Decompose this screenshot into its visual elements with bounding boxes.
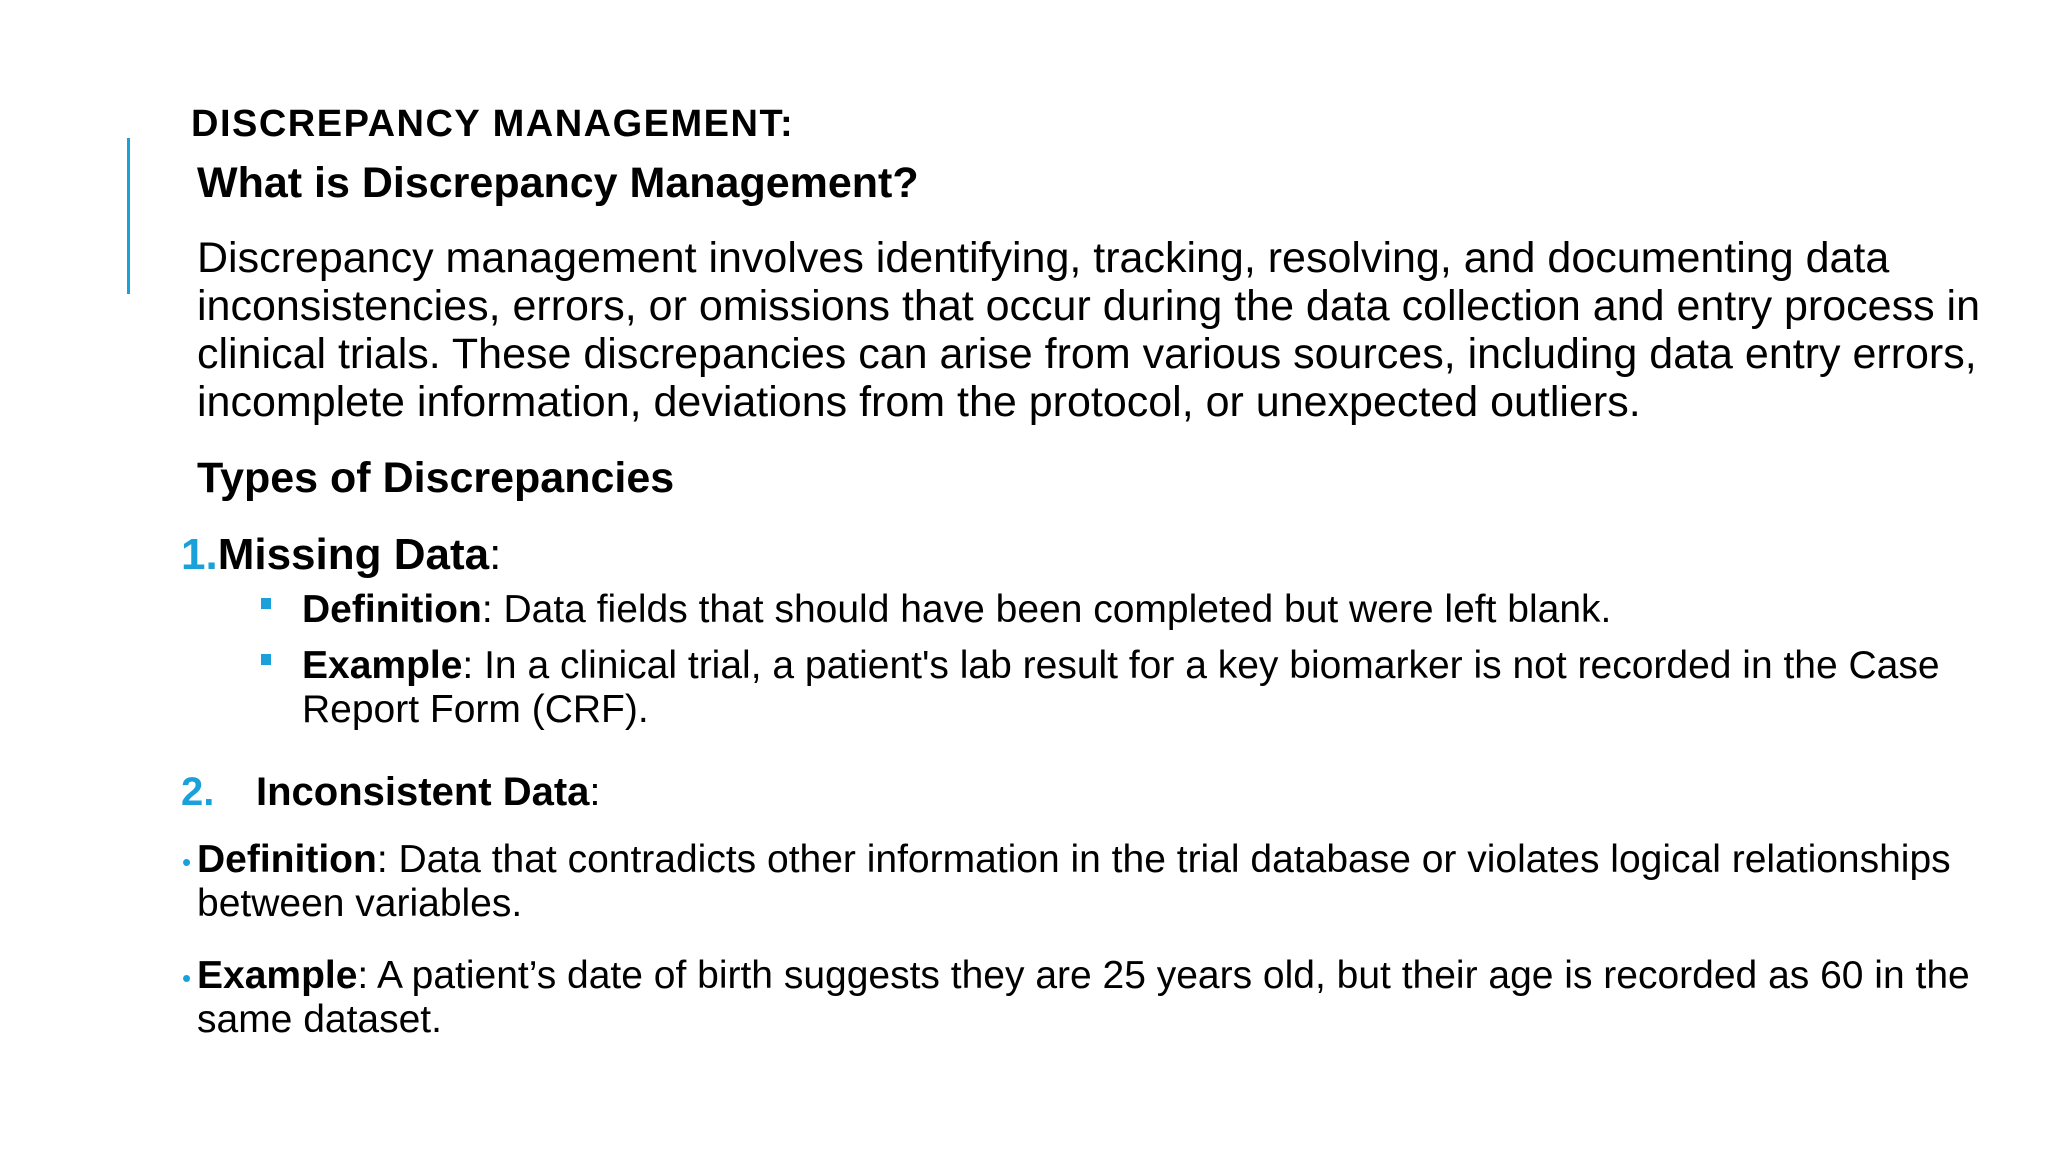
- list-item: [197, 838, 1997, 926]
- list-item-inconsistent-data: [181, 766, 601, 818]
- bullet-label: Definition: [197, 838, 377, 881]
- list-item-title: Missing Data: [217, 530, 490, 579]
- dot-bullet-icon: •: [182, 847, 192, 877]
- list-number: 2.: [181, 770, 215, 814]
- accent-bar: [127, 138, 130, 294]
- bullet-label: Example: [197, 954, 358, 997]
- bullet-text: : In a clinical trial, a patient's lab result for a key biomarker is not recorded in the Case Report Form (CRF).: [302, 644, 1940, 731]
- list-item-suffix: :: [489, 530, 502, 579]
- section-title-types: Types of Discrepancies: [197, 454, 675, 502]
- square-bullet-icon: [261, 654, 271, 665]
- bullet-label: Definition: [302, 588, 482, 631]
- bullet-text: : Data that contradicts other information in the trial database or violates logical relationships between variables.: [197, 838, 1951, 925]
- list-item-suffix: :: [589, 770, 601, 814]
- section-title-what: What is Discrepancy Management?: [197, 159, 919, 207]
- bullet-text: : A patient’s date of birth suggests they are 25 years old, but their age is recorded as 60 in the same dataset.: [197, 954, 1970, 1041]
- list-number: 1.: [181, 530, 218, 579]
- slide-heading: DISCREPANCY MANAGEMENT:: [191, 103, 795, 145]
- list-item: [197, 954, 1997, 1042]
- dot-bullet-icon: •: [182, 963, 192, 993]
- square-bullet-icon: [261, 598, 271, 609]
- list-item-missing-data: [181, 529, 501, 581]
- list-item-title: Inconsistent Data: [256, 770, 590, 814]
- bullet-text: : Data fields that should have been completed but were left blank.: [481, 588, 1612, 631]
- list-item: [302, 588, 2032, 632]
- bullet-label: Example: [302, 644, 463, 687]
- list-item: [302, 644, 2032, 732]
- definition-paragraph: Discrepancy management involves identifying, tracking, resolving, and documenting data inconsistencies, errors, or omissions that occur during the data collection and entry process in clinical trials. These discrepancies can arise from various sources, including data entry errors, incomplete information, deviations from the protocol, or unexpected outliers.: [197, 234, 1980, 426]
